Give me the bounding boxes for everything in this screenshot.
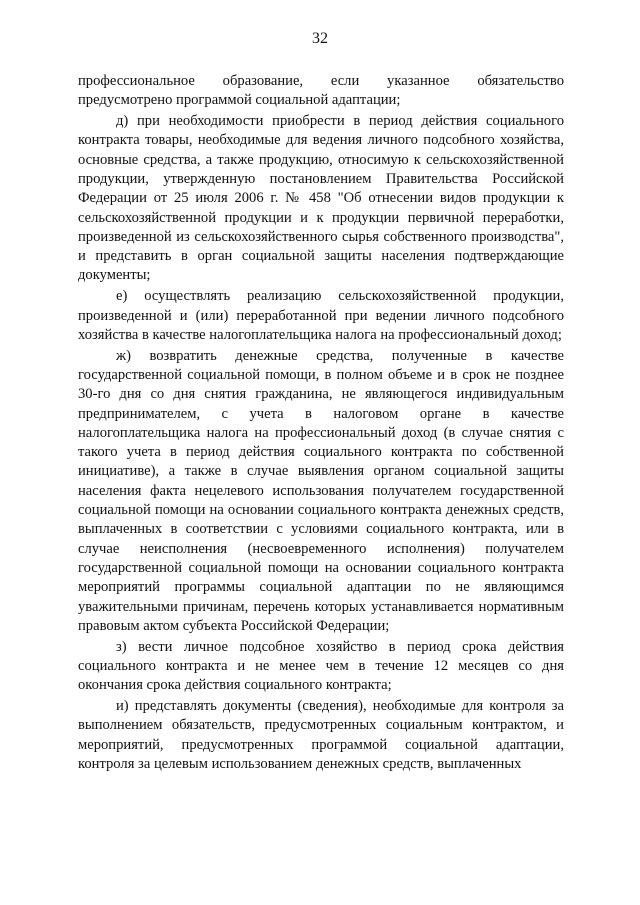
paragraph-item-z: з) вести личное подсобное хозяйство в период срока действия социального контракта и не менее чем в течение 12 месяцев со дня окончания срока действия социального контракта; (78, 638, 564, 694)
paragraph-item-i: и) представлять документы (сведения), необходимые для контроля за выполнением обязательств, предусмотренных социальным контрактом, и мероприятий, предусмотренных программой социальной адаптации, контроля за целевым использованием денежных средств, выплаченных (78, 698, 564, 772)
paragraph-continuation: профессиональное образование, если указанное обязательство предусмотрено программой социальной адаптации; (78, 73, 564, 109)
document-body (78, 72, 564, 774)
paragraph-item-d: д) при необходимости приобрести в период действия социального контракта товары, необходимые для ведения личного подсобного хозяйства, основные средства, а также продукцию, относимую к сельскохозяйственной продукции, утвержденную постановлением Правительства Российской Федерации от 25 июля 2006 г. № 458 "Об отнесении видов продукции к сельскохозяйственной продукции и к продукции первичной переработки, произведенной из сельскохозяйственного сырья собственного производства", и представить в орган социальной защиты населения подтверждающие документы; (78, 113, 564, 284)
paragraph-item-zh: ж) возвратить денежные средства, полученные в качестве государственной социальной помощи, в полном объеме и в срок не позднее 30-го дня со дня снятия гражданина, не являющегося индивидуальным предпринимателем, с учета в налоговом органе в качестве налогоплательщика налога на профессиональный доход (в случае снятия с такого учета в период действия социального контракта по собственной инициативе), а также в случае выявления органом социальной защиты населения факта нецелевого использования получателем государственной социальной помощи на основании социального контракта денежных средств, выплаченных в соответствии с условиями социального контракта, или в случае неисполнения (несвоевременного исполнения) получателем государственной социальной помощи на основании социального контракта мероприятий программы социальной адаптации по не являющимся уважительными причинам, перечень которых устанавливается нормативным правовым актом субъекта Российской Федерации; (78, 347, 564, 634)
page-number: 32 (312, 30, 328, 47)
paragraph-item-e: е) осуществлять реализацию сельскохозяйственной продукции, произведенной и (или) переработанной при ведении личного подсобного хозяйства в качестве налогоплательщика налога на профессиональный доход; (78, 288, 564, 343)
